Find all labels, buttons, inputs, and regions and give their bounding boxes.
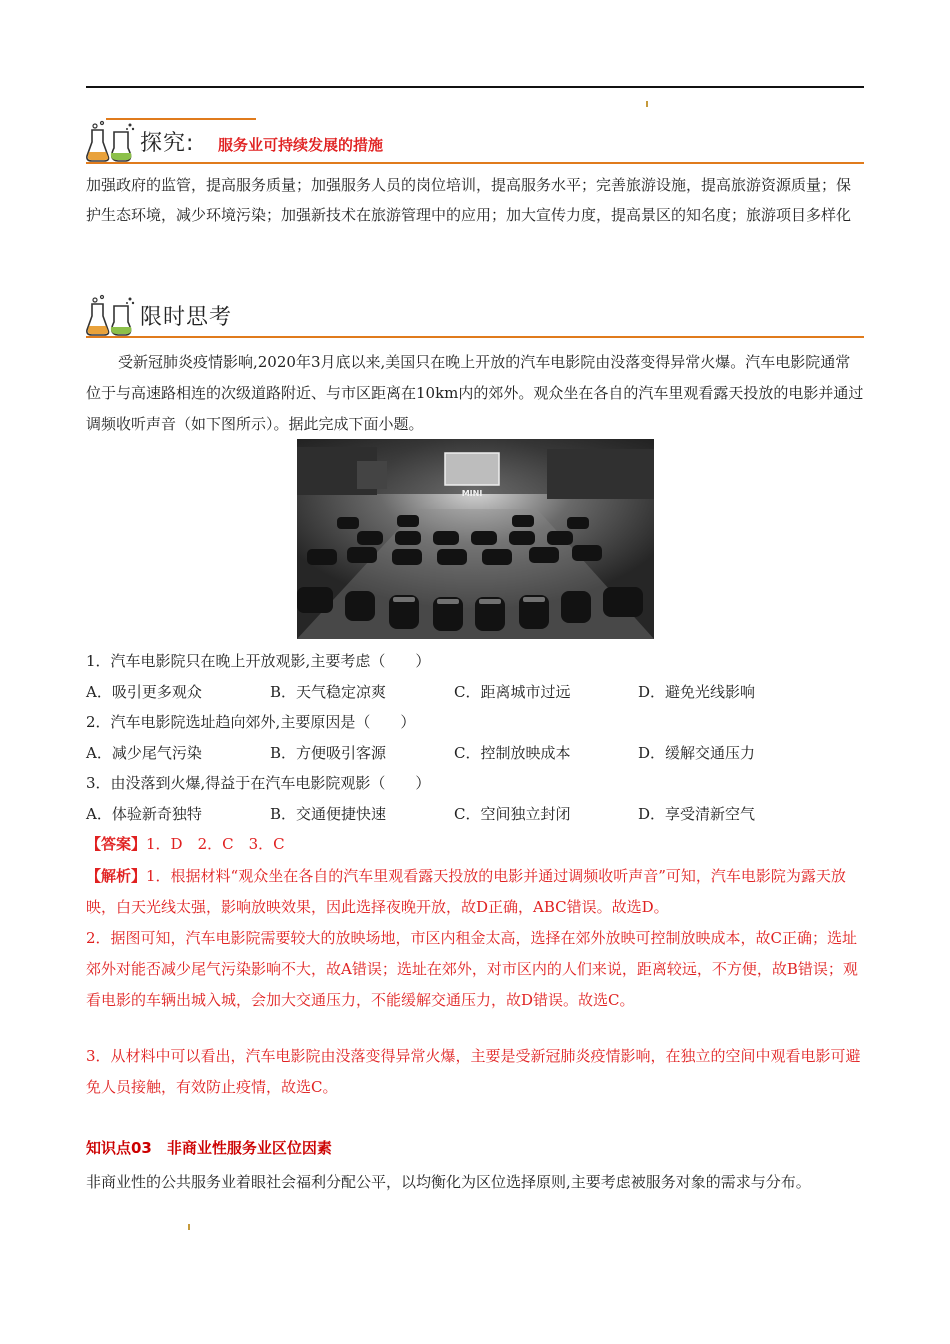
answer-line [86, 829, 864, 859]
drive-in-scene [297, 439, 654, 639]
analysis-p2: 2．据图可知，汽车电影院需要较大的放映场地，市区内租金太高，选择在郊外放映可控制放映成本，故C正确；选址郊外对能否减少尾气污染影响不大，故A错误；选址在郊外，对市区内的人们来说，距离较远，不方便，故B错误；观看电影的车辆出城入城，会加大交通压力，不能缓解交通压力，故D错误。故选C。 [86, 929, 858, 1009]
header-underline [86, 336, 864, 338]
question-2-stem: 2．汽车电影院选址趋向郊外,主要原因是（ ） [86, 713, 416, 731]
question-3-options [86, 799, 864, 829]
section-think-header [86, 290, 864, 338]
analysis-label: 【解析】 [86, 867, 147, 885]
anchor-mark [188, 1224, 190, 1230]
flask-icon [86, 120, 136, 164]
explore-text: 加强政府的监管，提高服务质量；加强服务人员的岗位培训，提高服务水平；完善旅游设施，提高旅游资源质量；保护生态环境，减少环境污染；加强新技术在旅游管理中的应用；加大宣传力度，提高景区的知名度；旅游项目多样化 [86, 176, 852, 224]
option-d[interactable]: D．缓解交通压力 [638, 744, 756, 762]
answer-label: 【答案】 [86, 835, 147, 853]
section-title: 探究: [140, 131, 195, 156]
option-c[interactable]: C．空间独立封闭 [454, 805, 571, 823]
question-1-options [86, 677, 864, 707]
option-b[interactable]: B．方便吸引客源 [270, 744, 387, 762]
page-top-rule [86, 86, 864, 88]
drive-in-cinema-photo [297, 439, 654, 639]
knowledge-point-title: 知识点03 非商业性服务业区位因素 [86, 1139, 332, 1157]
analysis-p3: 3．从材料中可以看出，汽车电影院由没落变得异常火爆，主要是受新冠肺炎疫情影响，在独立的空间中观看电影可避免人员接触，有效防止疫情，故选C。 [86, 1047, 861, 1096]
option-a[interactable]: A．体验新奇独特 [86, 805, 202, 823]
analysis-text-1: 1．根据材料“观众坐在各自的汽车里观看露天投放的电影并通过调频收听声音”可知，汽车电影院为露天放映，白天光线太强，影响放映效果，因此选择夜晚开放，故D正确，ABC错误。故选D。 [86, 867, 846, 916]
section-subtitle: 服务业可持续发展的措施 [218, 136, 384, 154]
option-a[interactable]: A．减少尾气污染 [86, 744, 202, 762]
option-d[interactable]: D．避免光线影响 [638, 683, 756, 701]
flask-icon [86, 294, 136, 338]
photo-sign: MINI [461, 489, 483, 498]
question-2-options [86, 738, 864, 768]
header-underline [86, 162, 864, 164]
knowledge-point-text: 非商业性的公共服务业着眼社会福利分配公平，以均衡化为区位选择原则,主要考虑被服务对象的需求与分布。 [86, 1173, 811, 1191]
question-3-stem: 3．由没落到火爆,得益于在汽车电影院观影（ ） [86, 774, 431, 792]
option-b[interactable]: B．交通便捷快速 [270, 805, 387, 823]
option-b[interactable]: B．天气稳定凉爽 [270, 683, 387, 701]
option-c[interactable]: C．距离城市过远 [454, 683, 571, 701]
answer-text: 1．D 2．C 3．C [146, 835, 285, 853]
question-intro: 受新冠肺炎疫情影响,2020年3月底以来,美国只在晚上开放的汽车电影院由没落变得异常火爆。汽车电影院通常位于与高速路相连的次级道路附近、与市区距离在10km内的郊外。观众坐在各自的汽车里观看露天投放的电影并通过调频收听声音（如下图所示）。据此完成下面小题。 [86, 353, 864, 433]
section-explore-header [86, 116, 864, 164]
question-1-stem: 1．汽车电影院只在晚上开放观影,主要考虑（ ） [86, 652, 431, 670]
analysis-p1 [86, 861, 864, 923]
option-a[interactable]: A．吸引更多观众 [86, 683, 202, 701]
option-d[interactable]: D．享受清新空气 [638, 805, 756, 823]
option-c[interactable]: C．控制放映成本 [454, 744, 571, 762]
section-title: 限时思考 [140, 305, 233, 330]
anchor-mark [646, 101, 648, 107]
